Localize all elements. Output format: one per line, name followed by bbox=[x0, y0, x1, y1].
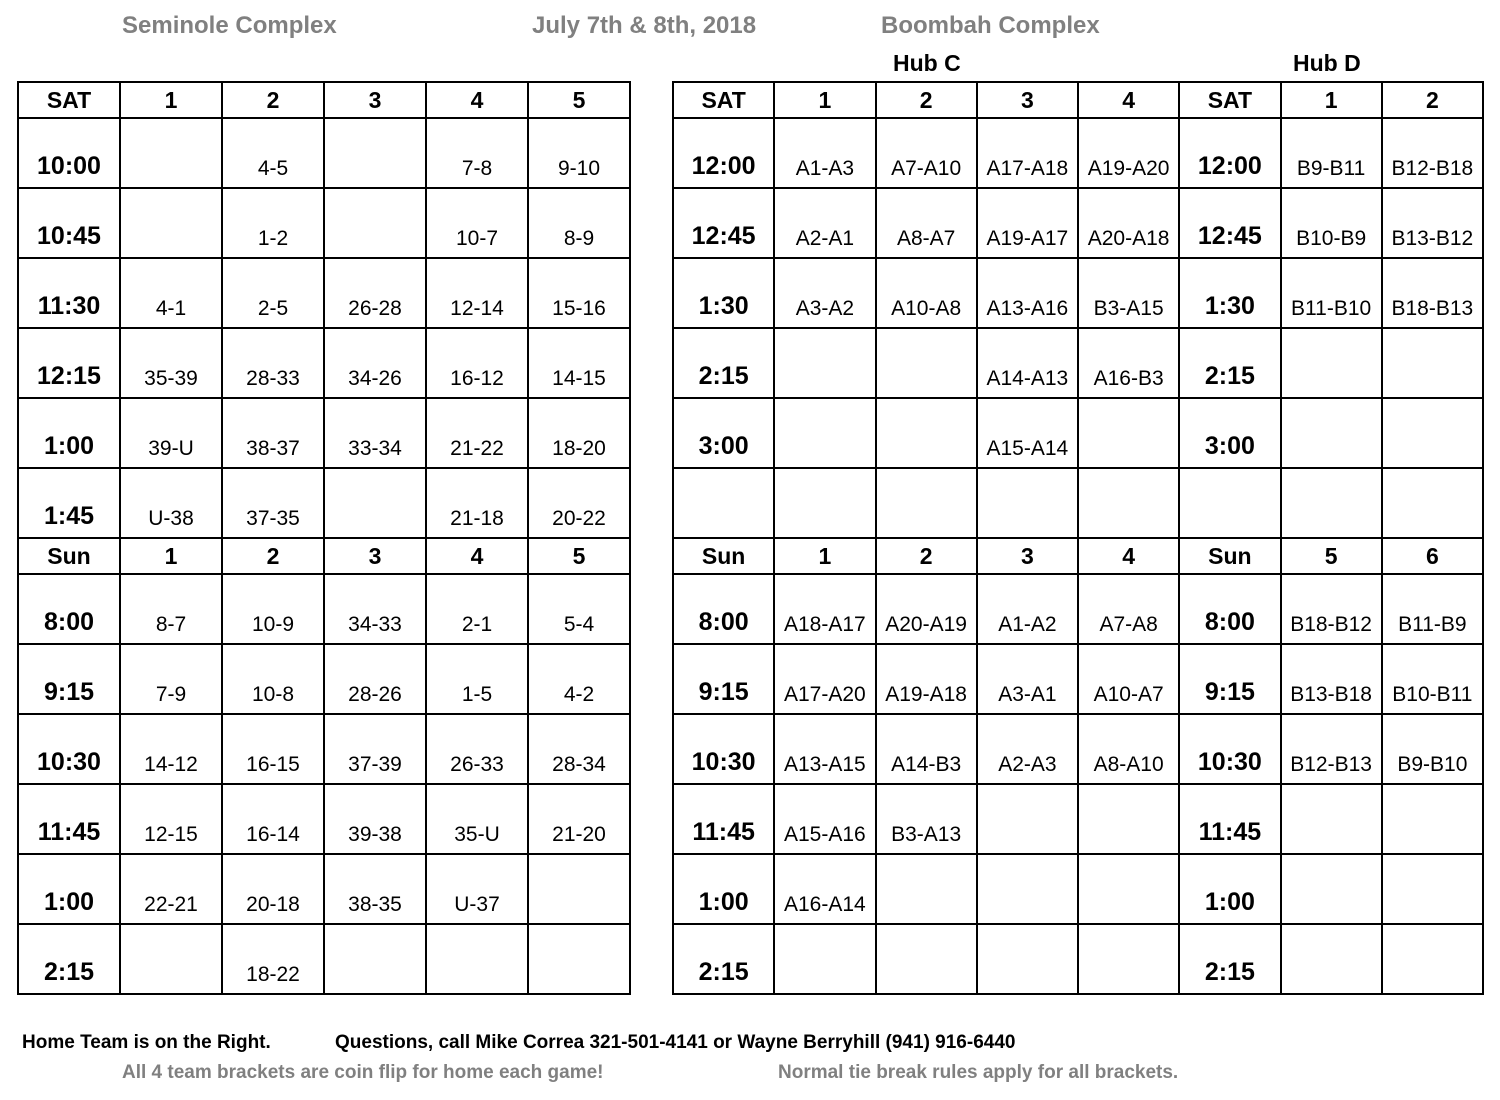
day-header: Sun bbox=[18, 538, 120, 574]
hub-d-label: Hub D bbox=[1293, 50, 1361, 76]
table-row bbox=[18, 644, 630, 714]
field-number-header: 2 bbox=[222, 538, 324, 574]
matchup-cell: 20-18 bbox=[222, 854, 324, 924]
matchup-cell: 16-12 bbox=[426, 328, 528, 398]
header-row-sun bbox=[673, 538, 1483, 574]
matchup-cell bbox=[120, 118, 222, 188]
table-row bbox=[18, 188, 630, 258]
matchup-cell: A15-A14 bbox=[977, 398, 1078, 468]
matchup-cell: A17-A20 bbox=[774, 644, 875, 714]
matchup-cell: 2-1 bbox=[426, 574, 528, 644]
matchup-cell: 4-5 bbox=[222, 118, 324, 188]
time-slot-cell: 8:00 bbox=[673, 574, 774, 644]
time-slot-cell: 2:15 bbox=[18, 924, 120, 994]
matchup-cell: B10-B9 bbox=[1281, 188, 1382, 258]
matchup-cell: A1-A2 bbox=[977, 574, 1078, 644]
time-slot-cell: 1:45 bbox=[18, 468, 120, 538]
matchup-cell: A2-A1 bbox=[774, 188, 875, 258]
field-number-header: 1 bbox=[1281, 82, 1382, 118]
matchup-cell: A8-A10 bbox=[1078, 714, 1179, 784]
matchup-cell: B11-B10 bbox=[1281, 258, 1382, 328]
matchup-cell: B12-B13 bbox=[1281, 714, 1382, 784]
matchup-cell: 7-8 bbox=[426, 118, 528, 188]
time-slot-cell: 2:15 bbox=[1179, 328, 1280, 398]
time-slot-cell: 11:45 bbox=[1179, 784, 1280, 854]
matchup-cell: B10-B11 bbox=[1382, 644, 1483, 714]
day-header: SAT bbox=[673, 82, 774, 118]
matchup-cell bbox=[1078, 398, 1179, 468]
matchup-cell: B18-B13 bbox=[1382, 258, 1483, 328]
matchup-cell: 1-2 bbox=[222, 188, 324, 258]
matchup-cell bbox=[1281, 854, 1382, 924]
matchup-cell bbox=[1078, 784, 1179, 854]
field-number-header: 5 bbox=[528, 82, 630, 118]
matchup-cell: A2-A3 bbox=[977, 714, 1078, 784]
matchup-cell: B13-B12 bbox=[1382, 188, 1483, 258]
matchup-cell: 28-34 bbox=[528, 714, 630, 784]
matchup-cell: A15-A16 bbox=[774, 784, 875, 854]
matchup-cell: A7-A8 bbox=[1078, 574, 1179, 644]
matchup-cell: 28-26 bbox=[324, 644, 426, 714]
matchup-cell: A19-A18 bbox=[876, 644, 977, 714]
matchup-cell: A20-A19 bbox=[876, 574, 977, 644]
matchup-cell: 5-4 bbox=[528, 574, 630, 644]
matchup-cell bbox=[1382, 328, 1483, 398]
matchup-cell bbox=[1281, 328, 1382, 398]
time-slot-cell: 12:15 bbox=[18, 328, 120, 398]
matchup-cell: 8-9 bbox=[528, 188, 630, 258]
matchup-cell: A8-A7 bbox=[876, 188, 977, 258]
field-number-header: 3 bbox=[324, 538, 426, 574]
matchup-cell: 4-2 bbox=[528, 644, 630, 714]
matchup-cell: 39-38 bbox=[324, 784, 426, 854]
matchup-cell: 18-20 bbox=[528, 398, 630, 468]
header-row-sun bbox=[18, 538, 630, 574]
hub-c-label: Hub C bbox=[893, 50, 961, 76]
matchup-cell: 37-35 bbox=[222, 468, 324, 538]
matchup-cell: 14-15 bbox=[528, 328, 630, 398]
matchup-cell bbox=[1281, 468, 1382, 538]
matchup-cell: A16-B3 bbox=[1078, 328, 1179, 398]
matchup-cell: 34-26 bbox=[324, 328, 426, 398]
field-number-header: 4 bbox=[1078, 82, 1179, 118]
matchup-cell: B18-B12 bbox=[1281, 574, 1382, 644]
matchup-cell: U-38 bbox=[120, 468, 222, 538]
field-number-header: 1 bbox=[774, 82, 875, 118]
time-slot-cell: 3:00 bbox=[673, 398, 774, 468]
table-row bbox=[18, 714, 630, 784]
time-slot-cell bbox=[1179, 468, 1280, 538]
matchup-cell: A19-A20 bbox=[1078, 118, 1179, 188]
matchup-cell: B9-B10 bbox=[1382, 714, 1483, 784]
time-slot-cell: 11:30 bbox=[18, 258, 120, 328]
matchup-cell: 12-14 bbox=[426, 258, 528, 328]
matchup-cell: A10-A7 bbox=[1078, 644, 1179, 714]
matchup-cell: 20-22 bbox=[528, 468, 630, 538]
coin-flip-note: All 4 team brackets are coin flip for home each game! bbox=[122, 1062, 604, 1083]
matchup-cell: A3-A2 bbox=[774, 258, 875, 328]
matchup-cell: B3-A13 bbox=[876, 784, 977, 854]
matchup-cell: 33-34 bbox=[324, 398, 426, 468]
matchup-cell: 34-33 bbox=[324, 574, 426, 644]
matchup-cell: A13-A15 bbox=[774, 714, 875, 784]
time-slot-cell: 10:30 bbox=[18, 714, 120, 784]
field-number-header: 2 bbox=[876, 82, 977, 118]
matchup-cell: 14-12 bbox=[120, 714, 222, 784]
matchup-cell: 38-37 bbox=[222, 398, 324, 468]
matchup-cell: A10-A8 bbox=[876, 258, 977, 328]
matchup-cell bbox=[1382, 468, 1483, 538]
matchup-cell: 16-14 bbox=[222, 784, 324, 854]
matchup-cell bbox=[1078, 468, 1179, 538]
matchup-cell bbox=[324, 924, 426, 994]
field-number-header: 1 bbox=[120, 82, 222, 118]
table-row bbox=[673, 574, 1483, 644]
field-number-header: 3 bbox=[324, 82, 426, 118]
matchup-cell: A17-A18 bbox=[977, 118, 1078, 188]
matchup-cell: U-37 bbox=[426, 854, 528, 924]
header-row-sat bbox=[673, 82, 1483, 118]
field-number-header: 6 bbox=[1382, 538, 1483, 574]
matchup-cell: A7-A10 bbox=[876, 118, 977, 188]
table-row bbox=[18, 784, 630, 854]
matchup-cell: A19-A17 bbox=[977, 188, 1078, 258]
matchup-cell bbox=[1281, 398, 1382, 468]
time-slot-cell: 3:00 bbox=[1179, 398, 1280, 468]
matchup-cell bbox=[876, 398, 977, 468]
matchup-cell: B12-B18 bbox=[1382, 118, 1483, 188]
time-slot-cell: 12:00 bbox=[673, 118, 774, 188]
matchup-cell bbox=[1281, 784, 1382, 854]
matchup-cell: B13-B18 bbox=[1281, 644, 1382, 714]
field-number-header: 1 bbox=[120, 538, 222, 574]
matchup-cell: 26-28 bbox=[324, 258, 426, 328]
home-team-note: Home Team is on the Right. bbox=[22, 1032, 271, 1053]
table-row bbox=[673, 644, 1483, 714]
table-row bbox=[673, 468, 1483, 538]
matchup-cell bbox=[426, 924, 528, 994]
matchup-cell bbox=[876, 924, 977, 994]
matchup-cell bbox=[324, 188, 426, 258]
boombah-complex-title: Boombah Complex bbox=[881, 12, 1100, 39]
table-row bbox=[18, 924, 630, 994]
time-slot-cell: 2:15 bbox=[673, 924, 774, 994]
matchup-cell bbox=[528, 854, 630, 924]
matchup-cell: B9-B11 bbox=[1281, 118, 1382, 188]
time-slot-cell: 10:00 bbox=[18, 118, 120, 188]
table-row bbox=[673, 924, 1483, 994]
time-slot-cell: 1:30 bbox=[673, 258, 774, 328]
matchup-cell: 21-22 bbox=[426, 398, 528, 468]
time-slot-cell: 12:00 bbox=[1179, 118, 1280, 188]
matchup-cell: A14-A13 bbox=[977, 328, 1078, 398]
time-slot-cell: 8:00 bbox=[18, 574, 120, 644]
matchup-cell: 21-20 bbox=[528, 784, 630, 854]
matchup-cell: 16-15 bbox=[222, 714, 324, 784]
matchup-cell bbox=[774, 924, 875, 994]
field-number-header: 3 bbox=[977, 82, 1078, 118]
matchup-cell: A20-A18 bbox=[1078, 188, 1179, 258]
field-number-header: 2 bbox=[876, 538, 977, 574]
matchup-cell: A16-A14 bbox=[774, 854, 875, 924]
matchup-cell bbox=[774, 398, 875, 468]
matchup-cell: 10-8 bbox=[222, 644, 324, 714]
matchup-cell bbox=[876, 468, 977, 538]
matchup-cell: A3-A1 bbox=[977, 644, 1078, 714]
matchup-cell: A14-B3 bbox=[876, 714, 977, 784]
matchup-cell bbox=[1382, 784, 1483, 854]
table-row bbox=[673, 714, 1483, 784]
table-row bbox=[18, 398, 630, 468]
matchup-cell bbox=[120, 188, 222, 258]
matchup-cell: 1-5 bbox=[426, 644, 528, 714]
day-header: Sun bbox=[1179, 538, 1280, 574]
boombah-schedule-table bbox=[672, 81, 1484, 995]
matchup-cell: 15-16 bbox=[528, 258, 630, 328]
time-slot-cell: 12:45 bbox=[673, 188, 774, 258]
matchup-cell: A1-A3 bbox=[774, 118, 875, 188]
matchup-cell bbox=[774, 328, 875, 398]
day-header: SAT bbox=[18, 82, 120, 118]
time-slot-cell: 1:00 bbox=[18, 854, 120, 924]
questions-contact-note: Questions, call Mike Correa 321-501-4141 or Wayne Berryhill (941) 916-6440 bbox=[335, 1032, 1016, 1053]
matchup-cell bbox=[876, 328, 977, 398]
table-row bbox=[673, 854, 1483, 924]
time-slot-cell: 9:15 bbox=[18, 644, 120, 714]
matchup-cell bbox=[876, 854, 977, 924]
field-number-header: 5 bbox=[528, 538, 630, 574]
table-row bbox=[18, 328, 630, 398]
time-slot-cell: 2:15 bbox=[1179, 924, 1280, 994]
matchup-cell: 37-39 bbox=[324, 714, 426, 784]
matchup-cell: 35-U bbox=[426, 784, 528, 854]
time-slot-cell bbox=[673, 468, 774, 538]
table-row bbox=[673, 118, 1483, 188]
table-row bbox=[673, 398, 1483, 468]
field-number-header: 4 bbox=[426, 82, 528, 118]
matchup-cell bbox=[774, 468, 875, 538]
matchup-cell bbox=[1281, 924, 1382, 994]
matchup-cell bbox=[1382, 924, 1483, 994]
table-row bbox=[673, 188, 1483, 258]
matchup-cell: 28-33 bbox=[222, 328, 324, 398]
time-slot-cell: 2:15 bbox=[673, 328, 774, 398]
field-number-header: 4 bbox=[426, 538, 528, 574]
table-row bbox=[673, 784, 1483, 854]
table-row bbox=[18, 574, 630, 644]
matchup-cell: 26-33 bbox=[426, 714, 528, 784]
matchup-cell bbox=[1382, 854, 1483, 924]
matchup-cell bbox=[1078, 924, 1179, 994]
matchup-cell: 4-1 bbox=[120, 258, 222, 328]
matchup-cell: B11-B9 bbox=[1382, 574, 1483, 644]
time-slot-cell: 9:15 bbox=[673, 644, 774, 714]
matchup-cell bbox=[977, 468, 1078, 538]
matchup-cell bbox=[977, 854, 1078, 924]
matchup-cell: 12-15 bbox=[120, 784, 222, 854]
matchup-cell bbox=[1078, 854, 1179, 924]
header-row-sat bbox=[18, 82, 630, 118]
matchup-cell: 7-9 bbox=[120, 644, 222, 714]
matchup-cell: 35-39 bbox=[120, 328, 222, 398]
table-row bbox=[18, 118, 630, 188]
time-slot-cell: 12:45 bbox=[1179, 188, 1280, 258]
event-date-title: July 7th & 8th, 2018 bbox=[532, 12, 757, 39]
time-slot-cell: 1:00 bbox=[1179, 854, 1280, 924]
day-header: SAT bbox=[1179, 82, 1280, 118]
day-header: Sun bbox=[673, 538, 774, 574]
table-row bbox=[18, 258, 630, 328]
matchup-cell bbox=[528, 924, 630, 994]
time-slot-cell: 10:30 bbox=[673, 714, 774, 784]
field-number-header: 4 bbox=[1078, 538, 1179, 574]
matchup-cell: 10-9 bbox=[222, 574, 324, 644]
matchup-cell: 8-7 bbox=[120, 574, 222, 644]
field-number-header: 2 bbox=[1382, 82, 1483, 118]
time-slot-cell: 8:00 bbox=[1179, 574, 1280, 644]
time-slot-cell: 11:45 bbox=[673, 784, 774, 854]
seminole-complex-title: Seminole Complex bbox=[122, 12, 337, 39]
matchup-cell: 2-5 bbox=[222, 258, 324, 328]
table-row bbox=[673, 258, 1483, 328]
table-row bbox=[673, 328, 1483, 398]
matchup-cell: A18-A17 bbox=[774, 574, 875, 644]
time-slot-cell: 1:00 bbox=[18, 398, 120, 468]
time-slot-cell: 1:30 bbox=[1179, 258, 1280, 328]
field-number-header: 2 bbox=[222, 82, 324, 118]
time-slot-cell: 10:30 bbox=[1179, 714, 1280, 784]
table-row bbox=[18, 468, 630, 538]
field-number-header: 5 bbox=[1281, 538, 1382, 574]
matchup-cell bbox=[324, 468, 426, 538]
matchup-cell: 21-18 bbox=[426, 468, 528, 538]
time-slot-cell: 9:15 bbox=[1179, 644, 1280, 714]
matchup-cell bbox=[324, 118, 426, 188]
time-slot-cell: 1:00 bbox=[673, 854, 774, 924]
seminole-schedule-table bbox=[17, 81, 631, 995]
table-row bbox=[18, 854, 630, 924]
matchup-cell bbox=[120, 924, 222, 994]
matchup-cell: 38-35 bbox=[324, 854, 426, 924]
time-slot-cell: 10:45 bbox=[18, 188, 120, 258]
matchup-cell bbox=[977, 784, 1078, 854]
matchup-cell: 18-22 bbox=[222, 924, 324, 994]
time-slot-cell: 11:45 bbox=[18, 784, 120, 854]
matchup-cell bbox=[1382, 398, 1483, 468]
matchup-cell: 39-U bbox=[120, 398, 222, 468]
field-number-header: 1 bbox=[774, 538, 875, 574]
matchup-cell: 9-10 bbox=[528, 118, 630, 188]
field-number-header: 3 bbox=[977, 538, 1078, 574]
matchup-cell: 10-7 bbox=[426, 188, 528, 258]
matchup-cell bbox=[977, 924, 1078, 994]
matchup-cell: A13-A16 bbox=[977, 258, 1078, 328]
tie-break-note: Normal tie break rules apply for all brackets. bbox=[778, 1062, 1179, 1083]
matchup-cell: 22-21 bbox=[120, 854, 222, 924]
matchup-cell: B3-A15 bbox=[1078, 258, 1179, 328]
